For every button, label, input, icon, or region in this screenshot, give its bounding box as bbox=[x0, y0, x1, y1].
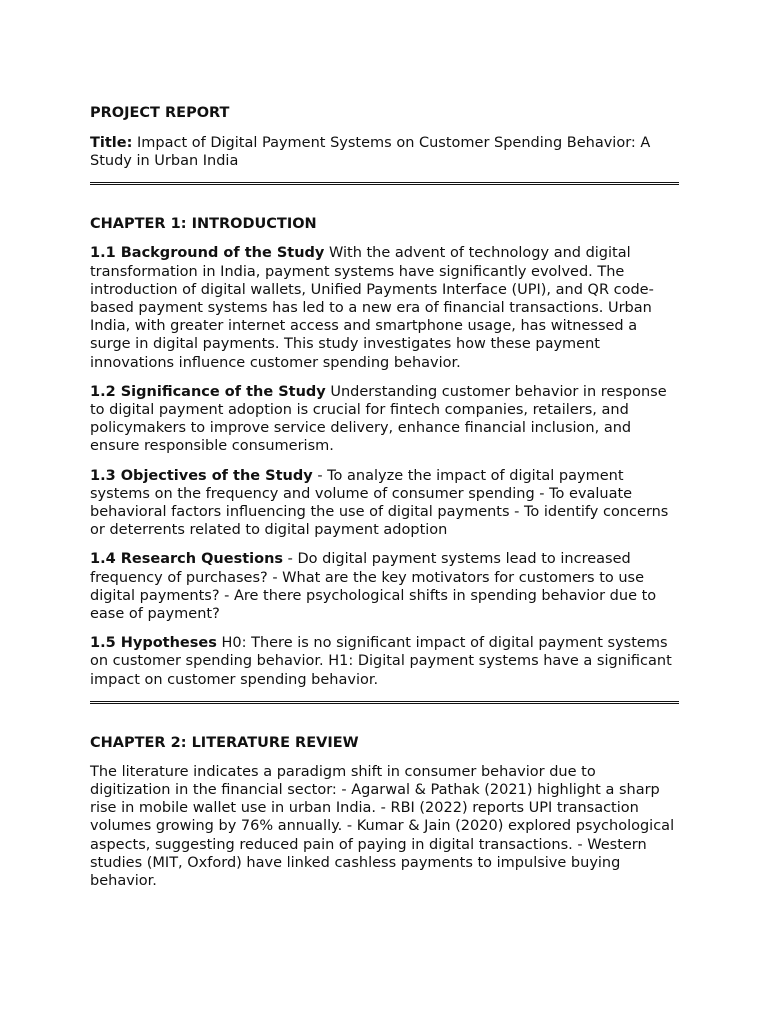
section-divider bbox=[90, 701, 679, 704]
section-text: H0: There is no significant impact of digital payment systems on customer spending behavior. H1: Digital payment systems have a significant impact on customer spending behavior. bbox=[90, 635, 672, 688]
title-label: Title: bbox=[90, 135, 133, 151]
section-label: 1.1 Background of the Study bbox=[90, 245, 325, 262]
report-heading: PROJECT REPORT bbox=[90, 105, 230, 121]
section-1-1 bbox=[90, 244, 679, 371]
chapter-2-heading: CHAPTER 2: LITERATURE REVIEW bbox=[90, 734, 359, 751]
report-title bbox=[90, 134, 679, 170]
section-text: With the advent of technology and digital transformation in India, payment systems have significantly evolved. The introduction of digital wallets, Unified Payments Interface (UPI), and QR code-based payment systems has led to a new era of financial transactions. Urban India, with greater internet access and smartphone usage, has witnessed a surge in digital payments. This study investigates how these payment innovations influence customer spending behavior. bbox=[90, 245, 654, 371]
section-label: 1.4 Research Questions bbox=[90, 551, 284, 568]
section-label: 1.2 Significance of the Study bbox=[90, 383, 326, 400]
section-text: - To analyze the impact of digital payment systems on the frequency and volume of consumer spending - To evaluate behavioral factors influencing the use of digital payments - To identify concerns or deterrents related to digital payment adoption bbox=[90, 467, 669, 539]
section-1-2 bbox=[90, 383, 679, 456]
literature-review-text: The literature indicates a paradigm shift in consumer behavior due to digitization in the financial sector: - Agarwal & Pathak (2021) highlight a sharp rise in mobile wallet use in urban India. - RBI (2022) reports UPI transaction volumes growing by 76% annually. - Kumar & Jain (2020) explored psychological aspects, suggesting reduced pain of paying in digital transactions. - Western studies (MIT, Oxford) have linked cashless payments to impulsive buying behavior. bbox=[90, 763, 675, 890]
section-1-3 bbox=[90, 467, 679, 540]
section-label: 1.3 Objectives of the Study bbox=[90, 467, 313, 484]
section-label: 1.5 Hypotheses bbox=[90, 635, 217, 652]
title-text: Impact of Digital Payment Systems on Customer Spending Behavior: A Study in Urban India bbox=[90, 135, 651, 170]
section-divider bbox=[90, 182, 679, 185]
chapter-1-heading: CHAPTER 1: INTRODUCTION bbox=[90, 216, 317, 233]
section-1-5 bbox=[90, 634, 679, 689]
section-1-4 bbox=[90, 550, 679, 623]
section-text: Understanding customer behavior in response to digital payment adoption is crucial for fintech companies, retailers, and policymakers to improve service delivery, enhance financial inclusion, and ensure responsible consumerism. bbox=[90, 383, 667, 455]
section-text: - Do digital payment systems lead to increased frequency of purchases? - What are the key motivators for customers to use digital payments? - Are there psychological shifts in spending behavior due to ease of payment? bbox=[90, 551, 657, 623]
